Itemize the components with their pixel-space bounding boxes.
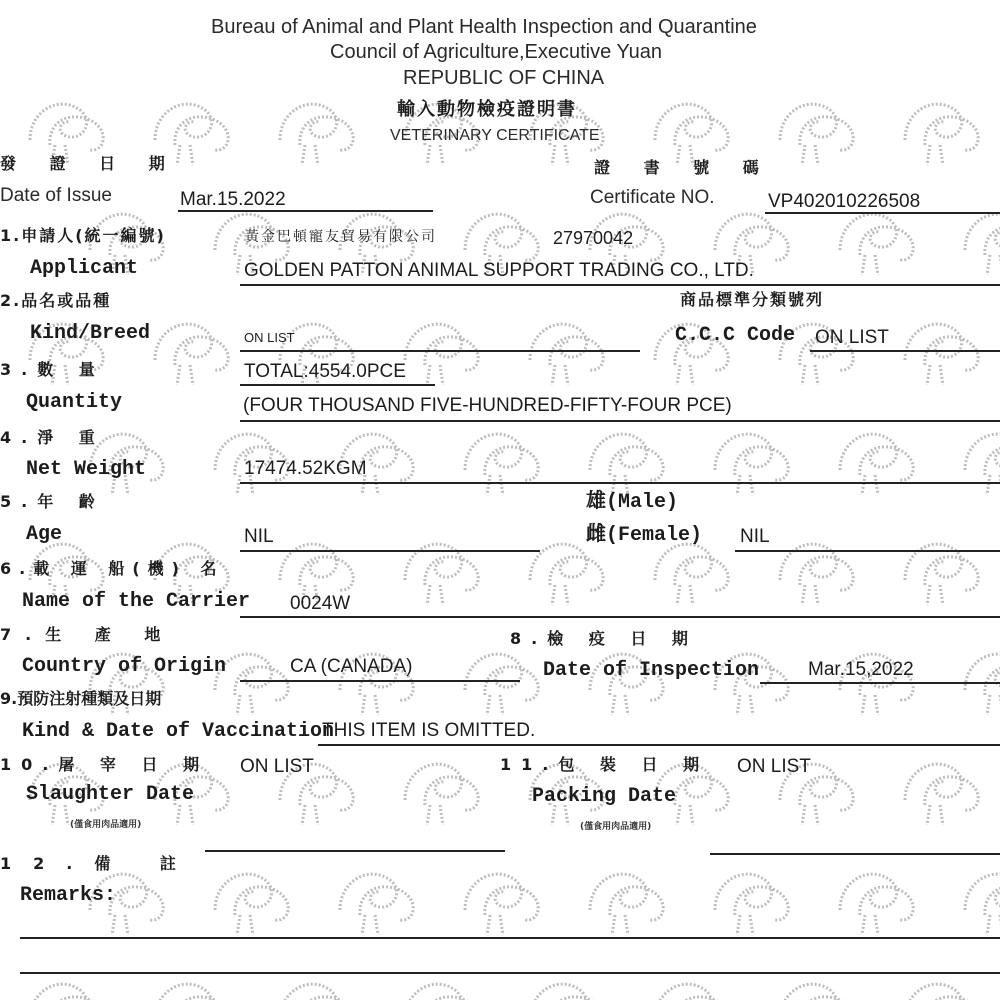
- carrier-rule: [240, 616, 1000, 618]
- applicant-name-zh: 黃金巴頓寵友貿易有限公司: [245, 229, 437, 245]
- cert-number-value: VP402010226508: [768, 191, 921, 212]
- issue-label-en: Date of Issue: [0, 185, 112, 206]
- watermark-swirl: [340, 874, 413, 935]
- applicant-name-en: GOLDEN PATTON ANIMAL SUPPORT TRADING CO., LTD.: [244, 260, 754, 281]
- origin-label-zh: 7.生 產 地: [0, 625, 175, 644]
- watermark-swirl: [30, 984, 103, 1000]
- male-label: 雄(Male): [586, 491, 679, 514]
- watermark-swirl: [465, 654, 538, 715]
- carrier-value: 0024W: [290, 593, 351, 614]
- applicant-rule: [240, 284, 1000, 286]
- watermark-swirl: [465, 874, 538, 935]
- watermark-swirl: [840, 874, 913, 935]
- watermark-swirl: [905, 764, 978, 825]
- watermark-swirl: [965, 874, 1000, 935]
- title-en: VETERINARY CERTIFICATE: [390, 127, 600, 144]
- issue-date-value: Mar.15.2022: [180, 189, 286, 210]
- watermark-swirl: [465, 434, 538, 495]
- watermark-swirl: [590, 434, 663, 495]
- watermark-swirl: [905, 984, 978, 1000]
- kind-label-zh: 2.品名或品種: [0, 291, 112, 310]
- slaughter-label-en: Slaughter Date: [26, 783, 195, 806]
- inspection-label-en: Date of Inspection: [543, 659, 760, 682]
- remarks-label-en: Remarks:: [20, 884, 117, 907]
- slaughter-rule: [205, 850, 505, 852]
- slaughter-label-zh: 10.屠 宰 日 期: [0, 755, 210, 774]
- packing-note: (僅食用肉品適用): [580, 822, 652, 832]
- watermark-swirl: [780, 104, 853, 165]
- inspection-rule: [760, 682, 1000, 684]
- packing-rule: [710, 853, 1000, 855]
- quantity-words: (FOUR THOUSAND FIVE-HUNDRED-FIFTY-FOUR PCE): [243, 395, 732, 416]
- cert-label-en: Certificate NO.: [590, 187, 715, 208]
- watermark-swirl: [905, 104, 978, 165]
- ccc-value: ON LIST: [815, 327, 889, 348]
- ccc-label-zh: 商品標準分類號列: [680, 290, 825, 309]
- net-weight-value: 17474.52KGM: [244, 458, 367, 479]
- ccc-rule: [810, 350, 1000, 352]
- issue-date-rule: [178, 210, 433, 212]
- watermark-swirl: [155, 984, 228, 1000]
- ccc-label-en: C.C.C Code: [675, 324, 796, 347]
- age-rule: [240, 550, 540, 552]
- watermark-swirl: [905, 324, 978, 385]
- female-label: 雌(Female): [586, 524, 703, 547]
- remarks-label-zh: 12.備 註: [0, 854, 198, 873]
- title-zh: 輸入動物檢疫證明書: [397, 99, 577, 120]
- watermark-swirl: [715, 434, 788, 495]
- packing-value: ON LIST: [737, 756, 811, 777]
- country-name: REPUBLIC OF CHINA: [403, 67, 605, 89]
- watermark-swirl: [655, 104, 728, 165]
- slaughter-note: (僅食用肉品適用): [70, 820, 142, 830]
- inspection-value: Mar.15,2022: [808, 659, 914, 680]
- watermark-swirl: [405, 764, 478, 825]
- watermark-swirl: [405, 544, 478, 605]
- slaughter-value: ON LIST: [240, 756, 314, 777]
- watermark-swirl: [965, 214, 1000, 275]
- quantity-rule: [240, 384, 435, 386]
- watermark-swirl: [905, 544, 978, 605]
- age-label-zh: 5.年 齡: [0, 492, 105, 511]
- applicant-id: 27970042: [553, 228, 634, 248]
- origin-rule: [240, 680, 520, 682]
- vaccination-rule: [318, 744, 1000, 746]
- kind-label-en: Kind/Breed: [30, 322, 151, 345]
- watermark-swirl: [405, 984, 478, 1000]
- quantity-value: TOTAL:4554.0PCE: [244, 361, 406, 382]
- origin-value: CA (CANADA): [290, 656, 413, 677]
- net-weight-rule: [240, 482, 1000, 484]
- packing-label-en: Packing Date: [532, 785, 677, 808]
- watermark-swirl: [155, 324, 228, 385]
- cert-label-zh: 證 書 號 碼: [594, 158, 773, 177]
- quantity-words-rule: [240, 420, 1000, 422]
- watermark-swirl: [280, 104, 353, 165]
- issue-label-zh: 發 證 日 期: [0, 154, 179, 173]
- watermark-swirl: [530, 984, 603, 1000]
- watermark-swirl: [965, 654, 1000, 715]
- watermark-swirl: [215, 874, 288, 935]
- sex-rule: [735, 550, 1000, 552]
- council-name: Council of Agriculture,Executive Yuan: [330, 41, 663, 63]
- remarks-rule-1: [20, 937, 1000, 939]
- vaccination-value: THIS ITEM IS OMITTED.: [322, 720, 536, 741]
- watermark-swirl: [780, 544, 853, 605]
- remarks-rule-2: [20, 972, 1000, 974]
- watermark-swirl: [655, 984, 728, 1000]
- watermark-swirl: [280, 984, 353, 1000]
- age-value: NIL: [244, 526, 274, 547]
- cert-number-rule: [765, 212, 1000, 214]
- net-weight-label-en: Net Weight: [26, 458, 147, 481]
- watermark-swirl: [405, 324, 478, 385]
- watermark-swirl: [655, 544, 728, 605]
- applicant-label-en: Applicant: [30, 257, 139, 280]
- packing-label-zh: 11.包 裝 日 期: [500, 755, 710, 774]
- watermark-swirl: [840, 214, 913, 275]
- watermark-swirl: [840, 434, 913, 495]
- net-weight-label-zh: 4.淨 重: [0, 428, 105, 447]
- vaccination-label-en: Kind & Date of Vaccination: [22, 720, 335, 743]
- watermark-swirl: [965, 434, 1000, 495]
- kind-value: ON LIST: [244, 330, 295, 345]
- quantity-label-en: Quantity: [26, 391, 123, 414]
- carrier-label-zh: 6.載 運 船(機) 名: [0, 559, 225, 578]
- kind-rule: [240, 350, 640, 352]
- applicant-label-zh: 1.申請人(統一編號): [0, 226, 166, 245]
- sex-value: NIL: [740, 526, 770, 547]
- bureau-name: Bureau of Animal and Plant Health Inspection and Quarantine: [211, 16, 757, 38]
- origin-label-en: Country of Origin: [22, 655, 227, 678]
- quantity-label-zh: 3.數 量: [0, 360, 105, 379]
- watermark-swirl: [530, 324, 603, 385]
- inspection-label-zh: 8.檢 疫 日 期: [510, 629, 698, 648]
- carrier-label-en: Name of the Carrier: [22, 590, 251, 613]
- vaccination-label-zh: 9.預防注射種類及日期: [0, 689, 162, 708]
- watermark-swirl: [780, 984, 853, 1000]
- age-label-en: Age: [26, 523, 63, 546]
- watermark-swirl: [530, 544, 603, 605]
- watermark-swirl: [715, 874, 788, 935]
- watermark-swirl: [590, 874, 663, 935]
